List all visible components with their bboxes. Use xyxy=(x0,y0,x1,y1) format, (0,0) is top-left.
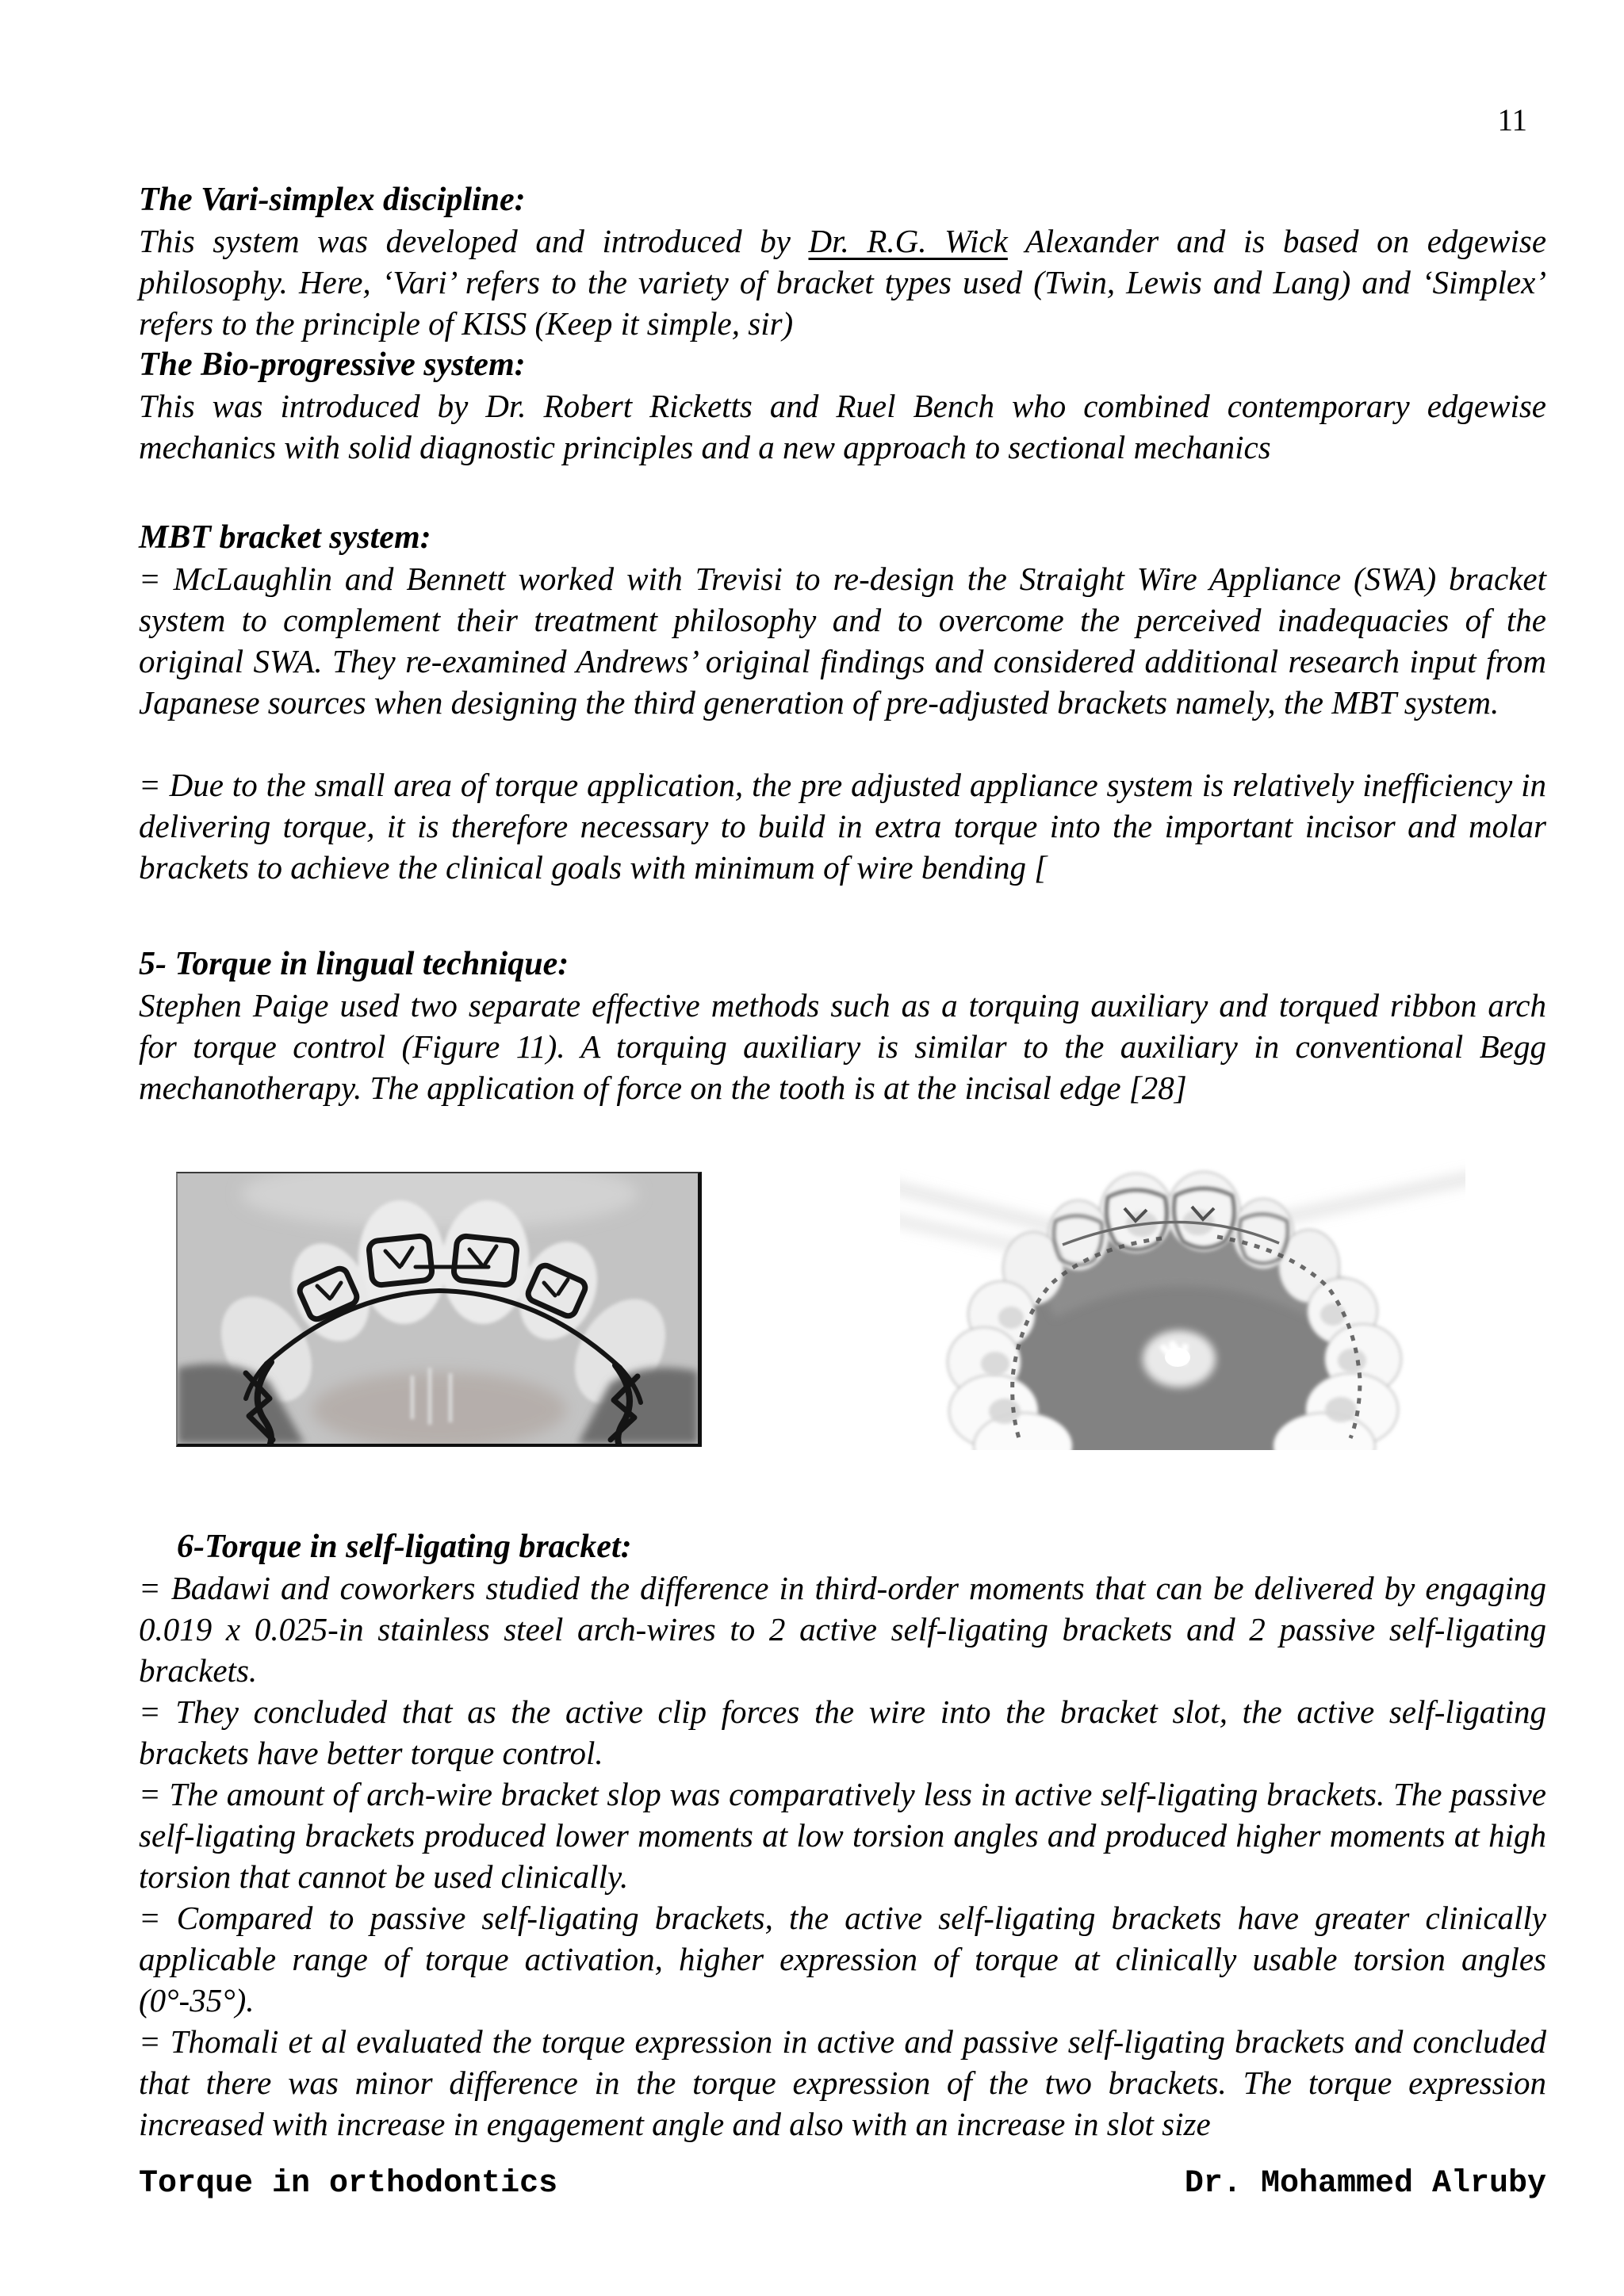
page-footer xyxy=(139,2166,1546,2202)
paragraph-selflig-concluded: = They concluded that as the active clip forces the wire into the bracket slot, the active self-ligating brackets have better torque control. xyxy=(139,1693,1546,1771)
footer-author: Dr. Mohammed Alruby xyxy=(1184,2166,1546,2202)
footer-title: Torque in orthodontics xyxy=(139,2166,558,2202)
figure-row xyxy=(139,1159,1546,1451)
paragraph-text: Alexander and is based on edgewise philosophy. Here, ‘Vari’ refers to the variety of bracket types used (Twin, Lewis and Lang) and ‘Simplex’ refers to the principle of KISS (Keep it simple, sir) xyxy=(139,223,1547,342)
heading-mbt-bracket-system: MBT bracket system: xyxy=(139,519,431,556)
paragraph-selflig-compared: = Compared to passive self-ligating brackets, the active self-ligating brackets have greater clinically applicable range of torque activation, higher expression of torque at clinically usable torsion angles (0°-35°). xyxy=(139,1900,1546,2019)
paragraph-text: This system was developed and introduced by xyxy=(139,223,809,259)
figure-upper-arch-occlusal xyxy=(900,1159,1465,1450)
paragraph-lingual-technique: Stephen Paige used two separate effective methods such as a torquing auxiliary and torqued ribbon arch for torque control (Figure 11). A torquing auxiliary is similar to the auxiliary in conventional Begg mechanotherapy. The application of force on the tooth is at the incisal edge [28] xyxy=(139,987,1546,1106)
paragraph-selflig-badawi: = Badawi and coworkers studied the difference in third-order moments that can be delivered by engaging 0.019 x 0.025-in stainless steel arch-wires to 2 active self-ligating brackets and 2 passive self-ligating brackets. xyxy=(139,1570,1546,1689)
heading-bio-progressive: The Bio-progressive system: xyxy=(139,346,526,383)
heading-vari-simplex: The Vari-simplex discipline: xyxy=(139,182,526,218)
occlusal-photo-lingual-braces-front-teeth xyxy=(178,1173,698,1444)
paragraph-selflig-slop: = The amount of arch-wire bracket slop was comparatively less in active self-ligating brackets. The passive self-ligating brackets produced lower moments at low torsion angles and produced higher moments at high torsion that cannot be used clinically. xyxy=(139,1776,1546,1895)
underlined-name: Dr. R.G. Wick xyxy=(808,223,1008,259)
heading-torque-self-ligating: 6-Torque in self-ligating bracket: xyxy=(177,1529,632,1565)
paragraph-selflig-thomali: = Thomali et al evaluated the torque expression in active and passive self-ligating brackets and concluded that there was minor difference in the torque expression of the two brackets. The torque expression increased with increase in engagement angle and also with an increase in slot size xyxy=(139,2023,1546,2142)
page-number: 11 xyxy=(1497,103,1527,137)
occlusal-photo-upper-arch-lingual-appliance xyxy=(900,1159,1465,1450)
heading-torque-lingual-technique: 5- Torque in lingual technique: xyxy=(139,946,569,982)
paragraph-bio-progressive: This was introduced by Dr. Robert Ricketts and Ruel Bench who combined contemporary edgewise mechanics with solid diagnostic principles and a new approach to sectional mechanics xyxy=(139,388,1546,465)
paragraph-mbt-1: = McLaughlin and Bennett worked with Trevisi to re-design the Straight Wire Appliance (SWA) bracket system to complement their treatment philosophy and to overcome the perceived inadequacies of the original SWA. They re-examined Andrews’ original findings and considered additional research input from Japanese sources when designing the third generation of pre-adjusted brackets namely, the MBT system. xyxy=(139,561,1546,721)
paragraph-vari-simplex xyxy=(139,220,1546,344)
figure-lingual-braces-closeup xyxy=(176,1172,702,1447)
paragraph-mbt-2: = Due to the small area of torque application, the pre adjusted appliance system is relatively inefficiency in delivering torque, it is therefore necessary to build in extra torque into the important incisor and molar brackets to achieve the clinical goals with minimum of wire bending [ xyxy=(139,767,1546,886)
